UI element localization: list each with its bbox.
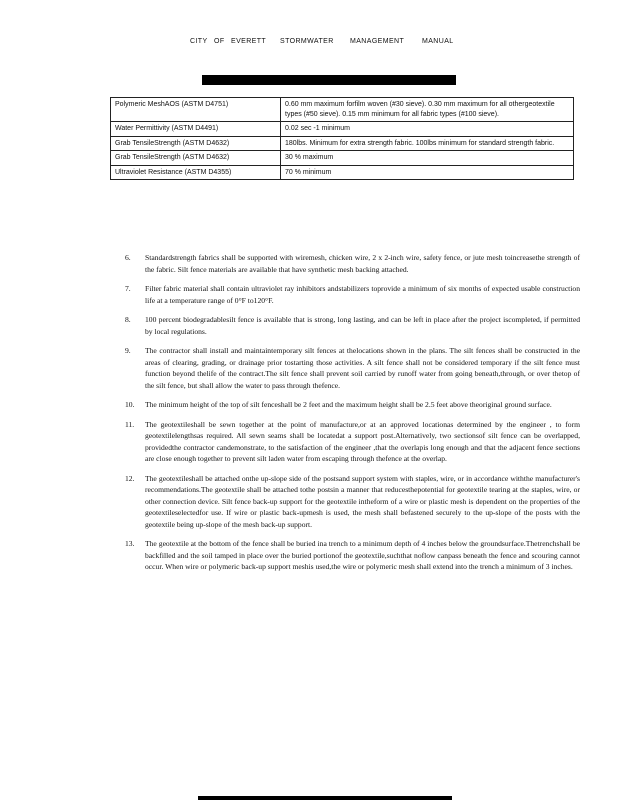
item-text: The contractor shall install and maintaintemporary silt fences at thelocations shown in the plans. The silt fences shall be constructed in the areas of clearing, grading, or drainage prior tostarting those activities. A silt fence shall not be considered temporary if the silt fence must function beyond thelife of the contract.The silt fence shall prevent soil carried by runoff water from going beneath,through, or over thetop of the silt fence, but shall allow the water to pass through thefence. bbox=[145, 346, 580, 390]
table-cell-value: 30 % maximum bbox=[281, 151, 574, 166]
table-cell-property: Water Permittivity (ASTM D4491) bbox=[111, 122, 281, 137]
item-text: Filter fabric material shall contain ultraviolet ray inhibitors andstabilizers toprovide a minimum of six months of expected usable construction life at a temperature range of 0°F to120°F. bbox=[145, 284, 580, 305]
table-row bbox=[111, 165, 574, 180]
list-item bbox=[125, 283, 580, 306]
header-management: MANAGEMENT bbox=[350, 38, 405, 45]
list-item bbox=[125, 345, 580, 391]
header-manual: MANUAL bbox=[422, 38, 454, 45]
list-item bbox=[125, 538, 580, 573]
list-item bbox=[125, 419, 580, 465]
geotextile-spec-table bbox=[110, 97, 574, 180]
table-row bbox=[111, 151, 574, 166]
item-number: 10. bbox=[125, 400, 135, 409]
table-row bbox=[111, 122, 574, 137]
header-of: OF bbox=[214, 38, 225, 45]
item-number: 13. bbox=[125, 539, 135, 548]
list-item bbox=[125, 473, 580, 531]
item-number: 6. bbox=[125, 253, 131, 262]
header-stormwater: STORMWATER bbox=[280, 38, 334, 45]
item-number: 7. bbox=[125, 284, 131, 293]
item-number: 9. bbox=[125, 346, 131, 355]
redaction-bar-top bbox=[202, 75, 456, 85]
redaction-bar-bottom bbox=[198, 796, 452, 800]
item-text: The geotextile at the bottom of the fence shall be buried ina trench to a minimum depth of 4 inches below the groundsurface.Thetrenchshall be backfilled and the soil tamped in place over the buried portionof the geotextile,suchthat noflow canpass beneath the fence and scouring cannot occur. When wire or polymeric back-up support meshis used,the wire or polymeric mesh shall extend into the trench a minimum of 3 inches. bbox=[145, 539, 580, 571]
table-cell-property: Grab TensileStrength (ASTM D4632) bbox=[111, 151, 281, 166]
table-cell-property: Grab TensileStrength (ASTM D4632) bbox=[111, 136, 281, 151]
item-text: The minimum height of the top of silt fenceshall be 2 feet and the maximum height shall be 2.5 feet above theoriginal ground surface. bbox=[145, 400, 552, 409]
table-cell-value: 180lbs. Minimum for extra strength fabric. 100lbs minimum for standard strength fabric. bbox=[281, 136, 574, 151]
table-cell-value: 0.02 sec -1 minimum bbox=[281, 122, 574, 137]
table-cell-value: 0.60 mm maximum forfilm woven (#30 sieve). 0.30 mm maximum for all othergeotextile types (#50 sieve). 0.15 mm minimum for all fabric types (#100 sieve). bbox=[281, 98, 574, 122]
table-row bbox=[111, 136, 574, 151]
item-text: The geotextileshall be attached onthe up-slope side of the postsand support system with staples, wire, or in accordance withthe manufacturer's recommendations.The geotextile shall be attached tothe postsin a manner that reducesthepotential for geotextile tearing at the staples, wire, or other connection device. Silt fence back-up support for the geotextile intheform of a wire or plastic mesh is dependent on the properties of the geotextileselectedfor use. If wire or plastic back-upmesh is used, the mesh shall befastened securely to the up-slope of the posts with the geotextile being up-slope of the mesh back-up support. bbox=[145, 473, 580, 529]
header-city: CITY bbox=[190, 38, 208, 45]
list-item bbox=[125, 314, 580, 337]
table-cell-property: Polymeric MeshAOS (ASTM D4751) bbox=[111, 98, 281, 122]
table-cell-property: Ultraviolet Resistance (ASTM D4355) bbox=[111, 165, 281, 180]
header-everett: EVERETT bbox=[231, 38, 267, 45]
item-number: 8. bbox=[125, 315, 131, 324]
list-item bbox=[125, 252, 580, 275]
table-row bbox=[111, 98, 574, 122]
numbered-requirements-list bbox=[125, 252, 580, 581]
table-cell-value: 70 % minimum bbox=[281, 165, 574, 180]
item-text: 100 percent biodegradablesilt fence is available that is strong, long lasting, and can be left in place after the project iscompleted, if permitted by local regulations. bbox=[145, 315, 580, 336]
item-text: Standardstrength fabrics shall be supported with wiremesh, chicken wire, 2 x 2-inch wire, safety fence, or jute mesh toincreasethe strength of the fabric. Silt fence materials are available that have synthetic mesh backing attached. bbox=[145, 253, 580, 274]
item-text: The geotextileshall be sewn together at the point of manufacture,or at an approved locationas determined by the engineer , to form geotextilelengthsas required. All sewn seams shall be locatedat a support post.Alternatively, two sectionsof silt fence can be overlapped, providedthe contractor candemonstrate, to the satisfaction of the engineer ,that the overlapis long enough and that the adjacent fence sections are close enough together to prevent silt laden water from escaping through thefence at the overlap. bbox=[145, 419, 580, 463]
item-number: 11. bbox=[125, 419, 135, 429]
item-number: 12. bbox=[125, 473, 135, 483]
list-item bbox=[125, 399, 580, 411]
